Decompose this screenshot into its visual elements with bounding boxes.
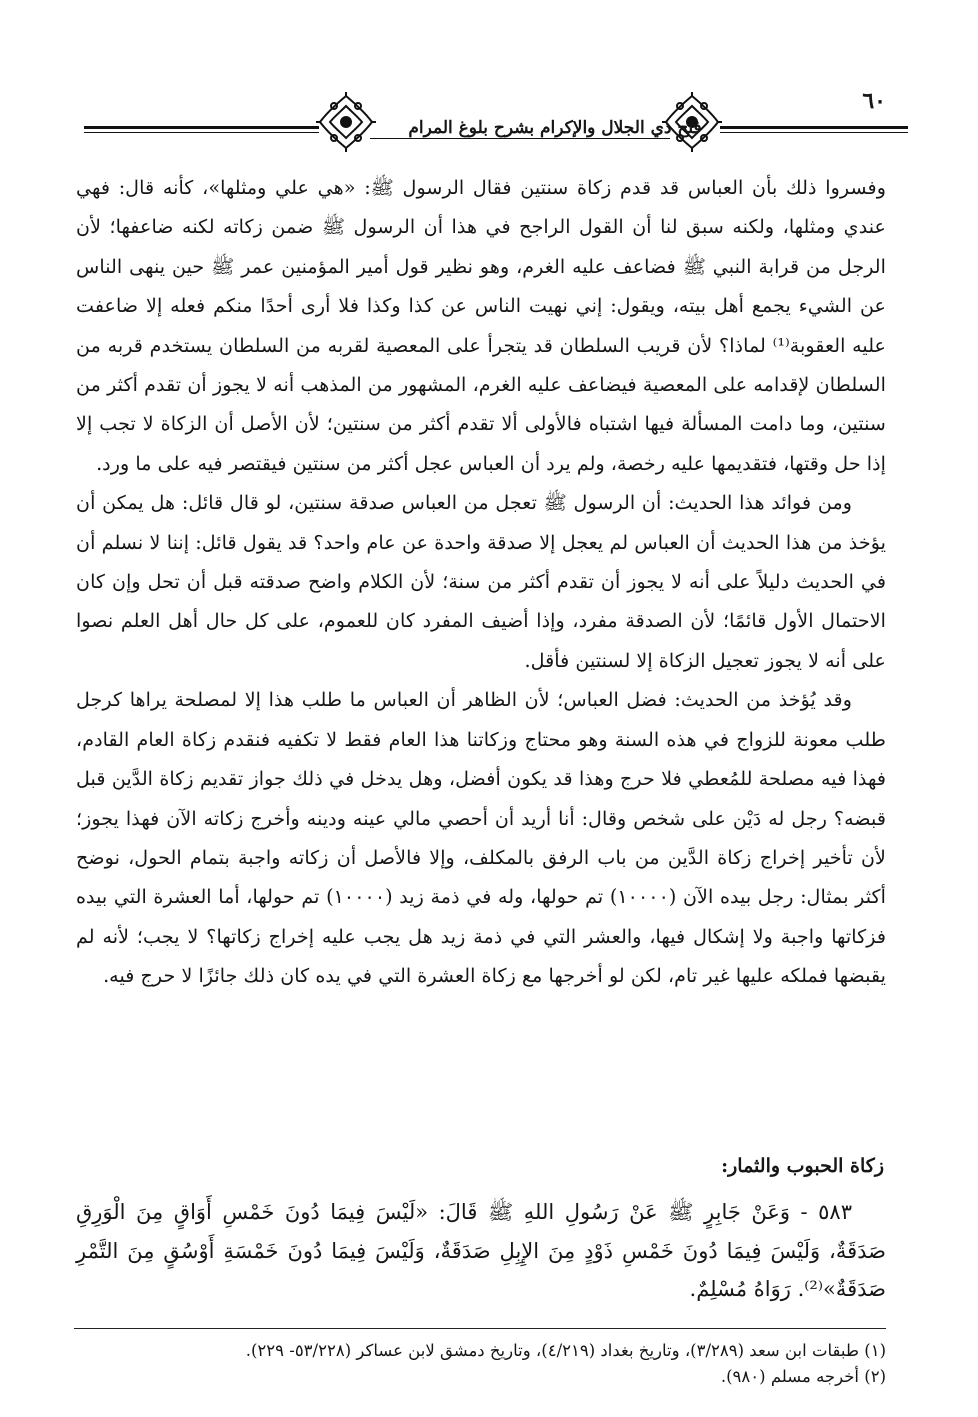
section-heading: زكاة الحبوب والثمار: (721, 1155, 884, 1177)
footnote-1: (١) طبقات ابن سعد (٣/٢٨٩)، وتاريخ بغداد (٤/٢١٩)، وتاريخ دمشق لابن عساكر (٥٣/٢٢٨- ٢٢٩). (245, 1341, 886, 1360)
paragraph-1: وفسروا ذلك بأن العباس قد قدم زكاة سنتين فقال الرسول ﷺ: «هي علي ومثلها»، كأنه قال: فهي عندي ومثلها، ولكنه سبق لنا أن القول الراجح في هذا أن الرسول ﷺ ضمن زكاته لكنه ضاعفها؛ لأن الرجل من قرابة النبي ﷺ فضاعف عليه الغرم، وهو نظير قول أمير المؤمنين عمر ﷺ حين ينهى الناس عن الشيء يجمع أهل بيته، ويقول: إني نهيت الناس عن كذا وكذا فلا أرى أحدًا منكم فعله إلا ضاعفت عليه العقوبة⁽¹⁾ لماذا؟ لأن قريب السلطان قد يتجرأ على المعصية لقربه من السلطان يستخدم قربه من السلطان لإقدامه على المعصية فيضاعف عليه الغرم، المشهور من المذهب أنه لا يجوز أن تقدم أكثر من سنتين، وما دامت المسألة فيها اشتباه فالأولى ألا تقدم أكثر من سنتين؛ لأن الأصل أن الزكاة لا تجب إلا إذا حل وقتها، فتقديمها عليه رخصة، ولم يرد أن العباس عجل أكثر من سنتين فيقتصر فيه على ما ورد. (76, 176, 886, 475)
paragraph-3: وقد يُؤخذ من الحديث: فضل العباس؛ لأن الظاهر أن العباس ما طلب هذا إلا لمصلحة يراها كرجل طلب معونة للزواج في هذه السنة وهو محتاج وزكاتنا هذا العام فقط لا تكفيه فنقدم زكاة العام القادم، فهذا فيه مصلحة للمُعطي فلا حرج وهذا قد يكون أفضل، وهل يدخل في ذلك جواز تقديم زكاة الدَّين قبل قبضه؟ رجل له دَيْن على شخص وقال: أنا أريد أن أحصي مالي عينه ودينه وأخرج زكاته الآن فهذا يجوز؛ لأن تأخير إخراج زكاة الدَّين من باب الرفق بالمكلف، وإلا فالأصل أن زكاته واجبة بتمام الحول، نوضح أكثر بمثال: رجل بيده الآن (١٠٠٠٠) تم حولها، وله في ذمة زيد (١٠٠٠٠) تم حولها، أما العشرة التي بيده فزكاتها واجبة ولا إشكال فيها، والعشر التي في ذمة زيد هل يجب عليه إخراج زكاتها؟ لا يجب؛ لأنه لم يقبضها فملكه عليها غير تام، لكن لو أخرجها مع زكاة العشرة التي في يده كان ذلك جائزًا لا حرج فيه. (76, 688, 886, 988)
header-rule-left (84, 126, 319, 129)
footnote-2: (٢) أخرجه مسلم (٩٨٠). (720, 1367, 886, 1386)
ornament-left-icon (316, 92, 376, 152)
header-rule-right (720, 126, 908, 129)
main-text (76, 168, 886, 996)
running-title: فتح ذي الجلال والإكرام بشرح بلوغ المرام (408, 118, 702, 138)
footnotes (74, 1338, 886, 1390)
paragraph-2: ومن فوائد هذا الحديث: أن الرسول ﷺ تعجل من العباس صدقة سنتين، لو قال قائل: هل يمكن أن يؤخذ من هذا الحديث أن العباس لم يعجل إلا صدقة واحدة عن عام واحد؟ قد يقول قائل: إننا لا نسلم أن في الحديث دليلاً على أنه لا يجوز أن تقدم أكثر من سنة؛ لأن الكلام واضح صدقته قبل أن تحل وإن كان الاحتمال الأول قائمًا؛ لأن الصدقة مفرد، وإذا أضيف المفرد كان للعموم، على كل حال أهل العلم نصوا على أنه لا يجوز تعجيل الزكاة إلا لسنتين فأقل. (76, 491, 886, 672)
page-header (70, 88, 908, 156)
hadith-text (76, 1193, 886, 1309)
header-rule-left-thin (84, 132, 319, 133)
hadith-583: ٥٨٣ - وَعَنْ جَابِرٍ ﷺ عَنْ رَسُولِ اللهِ ﷺ قَالَ: «لَيْسَ فِيمَا دُونَ خَمْسِ أَوَاقٍ مِنَ الْوَرِقِ صَدَقَةٌ، وَلَيْسَ فِيمَا دُونَ خَمْسِ ذَوْدٍ مِنَ الإِبِلِ صَدَقَةٌ، وَلَيْسَ فِيمَا دُونَ خَمْسَةِ أَوْسُقٍ مِنَ التَّمْرِ صَدَقَةٌ»⁽²⁾. رَوَاهُ مُسْلِمٌ. (76, 1200, 886, 1301)
page-number: ٦٠ (862, 88, 886, 114)
footnote-separator (74, 1328, 886, 1329)
header-rule-middle (370, 138, 670, 139)
header-rule-right-thin (720, 132, 908, 133)
